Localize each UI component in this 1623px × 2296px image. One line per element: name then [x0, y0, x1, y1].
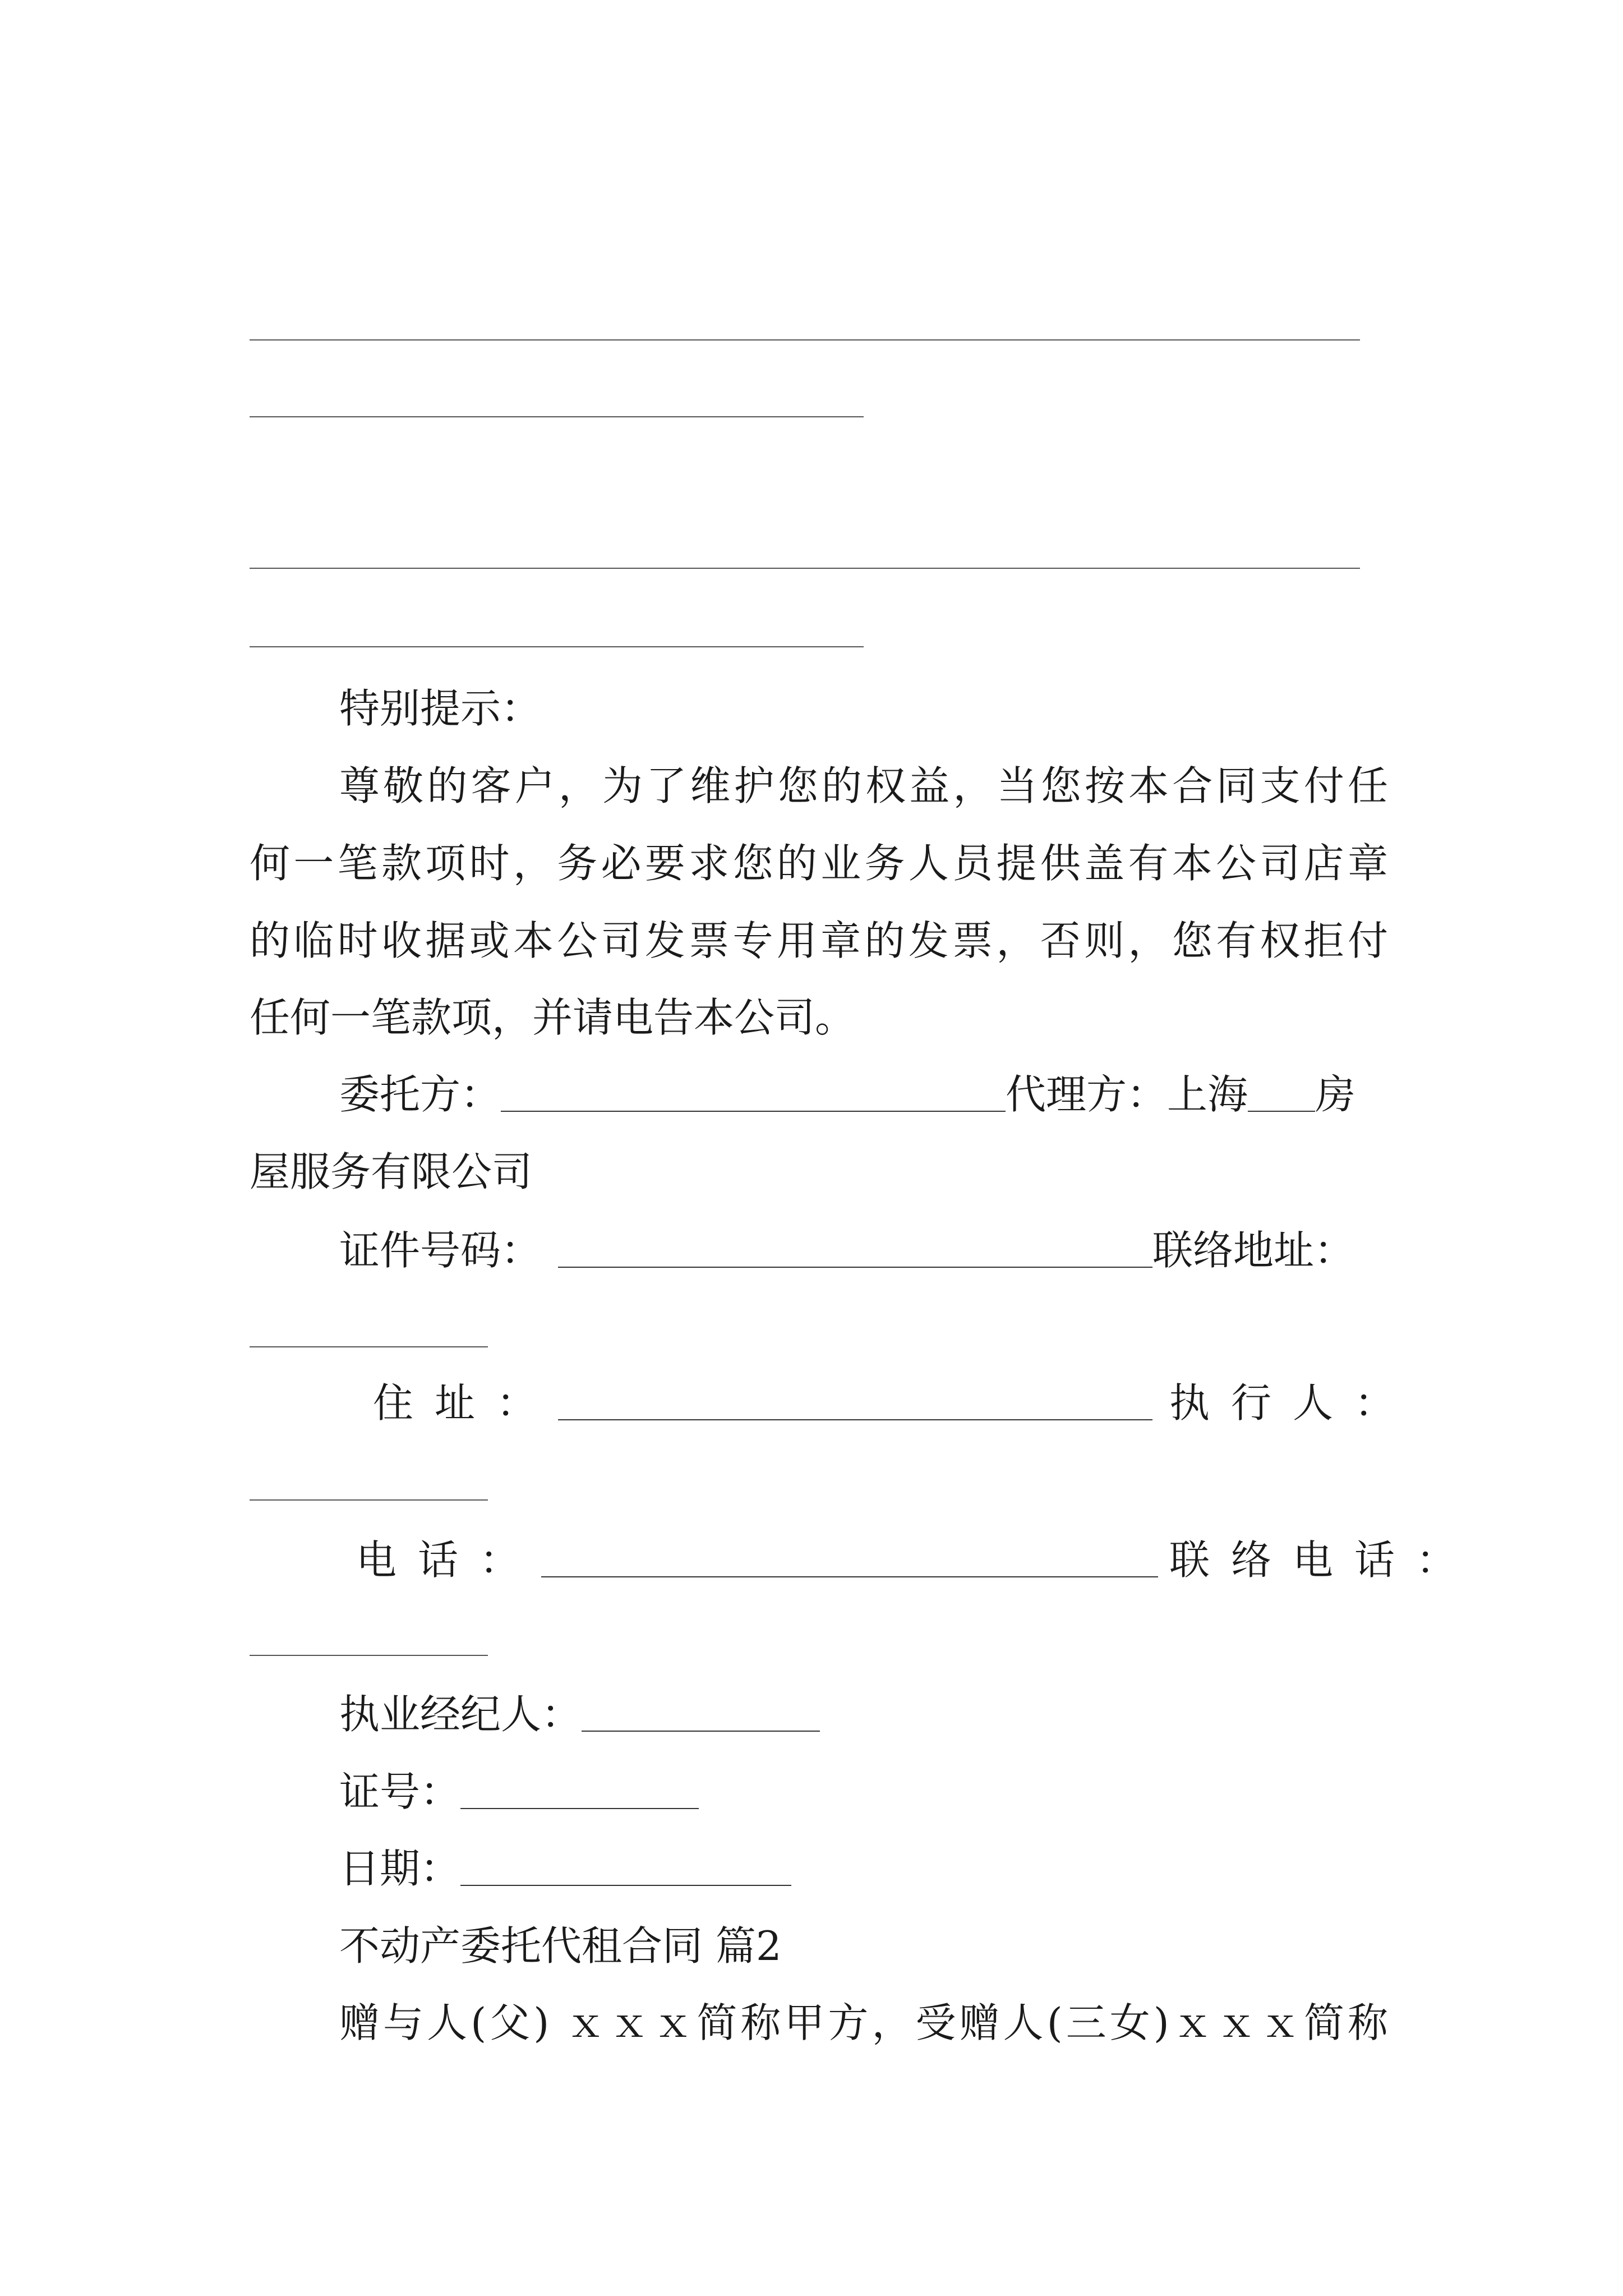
broker-label: 执业经纪人： [339, 1691, 582, 1738]
blank-rule [250, 568, 1360, 569]
agent-label: 代理方：上海 [1006, 1071, 1248, 1118]
principal-agent-line [339, 1069, 1388, 1120]
address-label: 住址： [373, 1379, 559, 1427]
cert-label: 证号： [339, 1768, 461, 1815]
principal-label: 委托方： [339, 1071, 501, 1118]
contact-address-blank [250, 1346, 488, 1347]
broker-line [339, 1688, 1388, 1740]
contact-phone-label: 联络电话： [1169, 1536, 1478, 1584]
principal-blank [501, 1070, 1006, 1112]
date-blank [460, 1844, 791, 1886]
contact-address-label: 联络地址： [1152, 1227, 1355, 1274]
notice-paragraph-line: 尊敬的客户，为了维护您的权益，当您按本合同支付任 [339, 762, 1388, 809]
id-blank [558, 1226, 1152, 1268]
blank-rule [250, 416, 864, 417]
phone-line [356, 1534, 1478, 1586]
cert-line [339, 1766, 1388, 1818]
notice-paragraph-line: 的临时收据或本公司发票专用章的发票，否则，您有权拒付 [250, 917, 1388, 964]
blank-rule [250, 646, 864, 647]
agent-name-blank [1248, 1070, 1315, 1112]
id-label: 证件号码： [339, 1227, 542, 1274]
phone-blank [541, 1536, 1158, 1577]
section-first-line: 赠与人(父) ｘｘｘ简称甲方，受赠人(三女)ｘｘｘ简称 [339, 1999, 1388, 2046]
agent-name-rest: 房 [1315, 1071, 1356, 1118]
broker-blank [582, 1690, 820, 1732]
notice-paragraph-line: 何一笔款项时，务必要求您的业务人员提供盖有本公司店章 [250, 840, 1388, 887]
phone-label: 电话： [356, 1536, 542, 1584]
notice-paragraph-line: 任何一笔款项，并请电告本公司。 [250, 994, 856, 1041]
date-line [339, 1843, 1388, 1894]
agent-name-continued: 屋服务有限公司 [250, 1148, 533, 1195]
address-blank [558, 1379, 1152, 1420]
id-address-line [339, 1225, 1388, 1276]
executor-blank [250, 1499, 488, 1501]
date-label: 日期： [339, 1845, 461, 1892]
address-executor-line [373, 1377, 1417, 1429]
blank-rule [250, 339, 1360, 341]
executor-label: 执行人： [1169, 1379, 1417, 1427]
notice-heading: 特别提示： [339, 685, 542, 732]
cert-blank [460, 1768, 699, 1809]
contact-phone-blank [250, 1655, 488, 1656]
section-title: 不动产委托代租合同 篇2 [339, 1922, 782, 1970]
